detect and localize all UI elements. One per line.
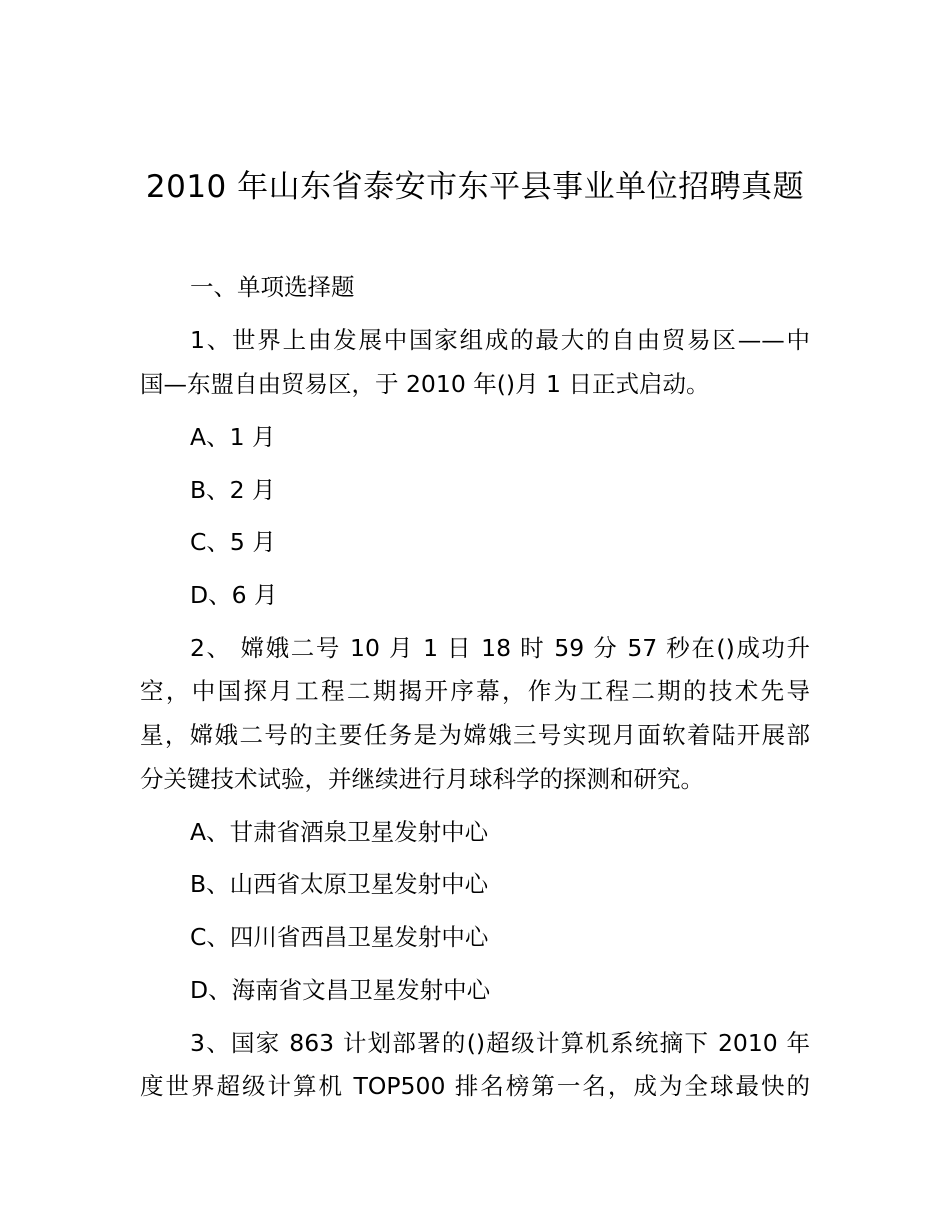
question-1-line-2: 国—东盟自由贸易区，于 2010 年()月 1 日正式启动。 [140, 370, 710, 398]
question-2-option-d: D、海南省文昌卫星发射中心 [190, 976, 491, 1004]
section-heading: 一、单项选择题 [190, 273, 355, 301]
question-2-line-2: 空，中国探月工程二期揭开序幕，作为工程二期的技术先导 [140, 677, 810, 705]
question-3-line-1: 3、国家 863 计划部署的()超级计算机系统摘下 2010 年 [190, 1029, 810, 1057]
question-1-option-d: D、6 月 [190, 581, 278, 609]
question-2-line-1: 2、 嫦娥二号 10 月 1 日 18 时 59 分 57 秒在()成功升 [190, 634, 810, 662]
question-1-option-c: C、5 月 [190, 528, 276, 556]
question-2-option-b: B、山西省太原卫星发射中心 [190, 870, 489, 898]
question-2-line-3: 星，嫦娥二号的主要任务是为嫦娥三号实现月面软着陆开展部 [140, 721, 810, 749]
question-1-option-b: B、2 月 [190, 476, 276, 504]
question-2-option-a: A、甘肃省酒泉卫星发射中心 [190, 818, 489, 846]
question-3-line-2: 度世界超级计算机 TOP500 排名榜第一名，成为全球最快的 [140, 1072, 810, 1100]
question-1-line-1: 1、世界上由发展中国家组成的最大的自由贸易区——中 [190, 326, 810, 354]
question-2-line-4: 分关键技术试验，并继续进行月球科学的探测和研究。 [140, 765, 704, 793]
question-2-option-c: C、四川省西昌卫星发射中心 [190, 923, 489, 951]
document-title: 2010 年山东省泰安市东平县事业单位招聘真题 [145, 169, 805, 205]
question-1-option-a: A、1 月 [190, 423, 276, 451]
